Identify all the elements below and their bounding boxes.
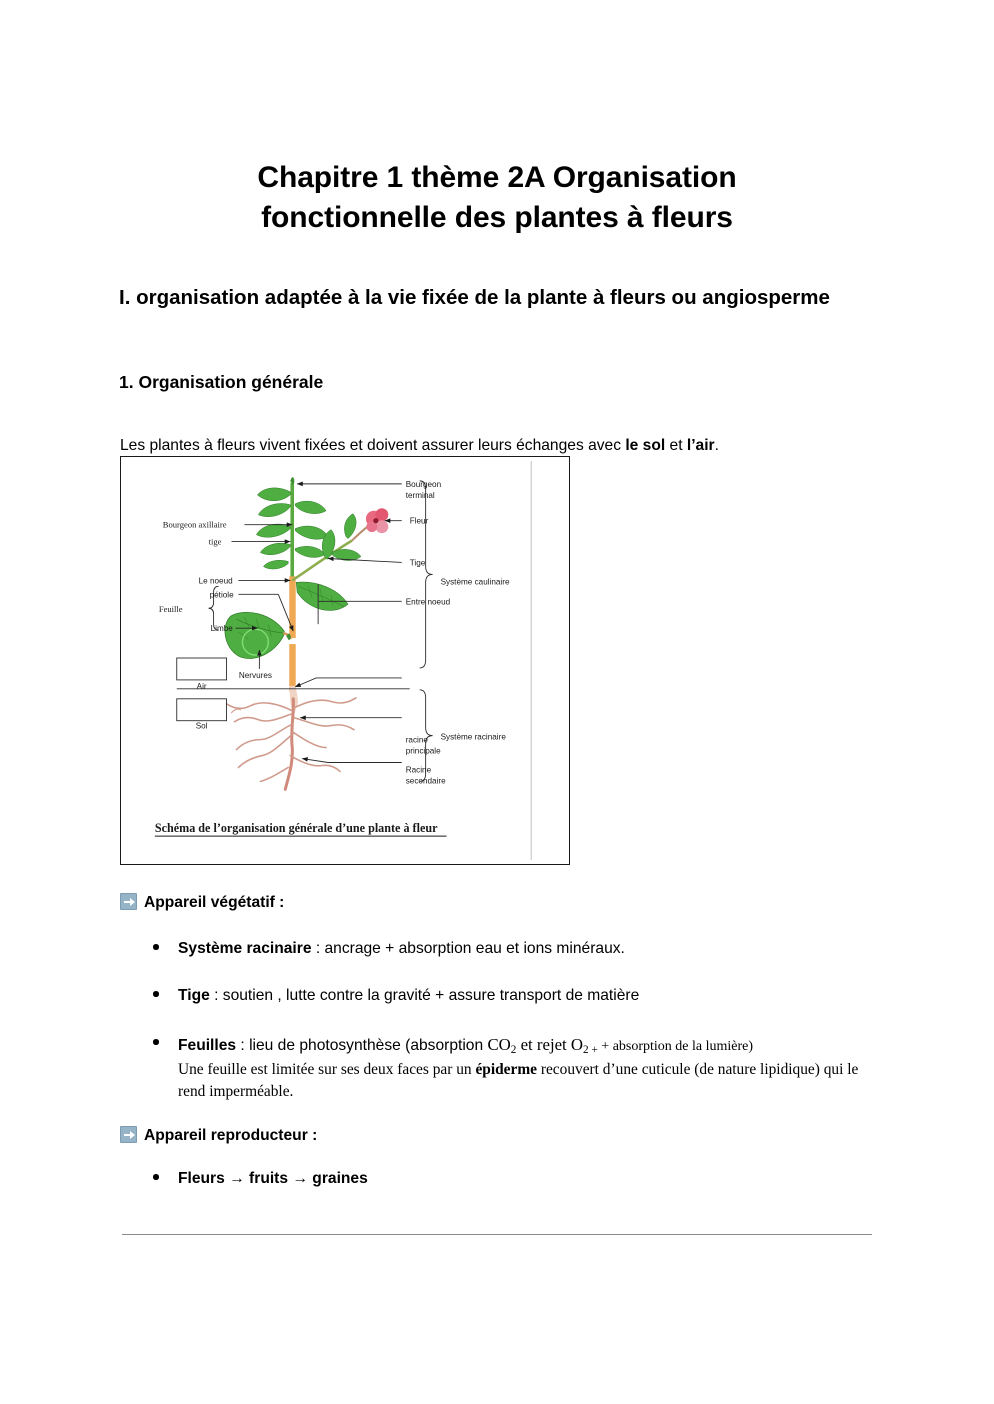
label-tige-right: Tige xyxy=(409,558,426,568)
label-systeme-racinaire: Système racinaire xyxy=(440,732,506,742)
feuilles-bold: Feuilles xyxy=(178,1037,237,1054)
label-racine-principale-line1: racine xyxy=(405,735,428,745)
arrow-right-icon xyxy=(120,1126,137,1143)
label-bourgeon-terminal-line2: terminal xyxy=(405,490,435,500)
bullet-dot-icon xyxy=(153,1174,159,1180)
plant-illustration xyxy=(225,477,388,789)
leaf-upper-right-3 xyxy=(295,546,325,557)
feuilles-co2: CO xyxy=(487,1035,511,1054)
bullet-dot-icon xyxy=(153,944,159,950)
list-item-text xyxy=(178,1033,880,1059)
feuilles-between: et rejet xyxy=(516,1035,571,1054)
leaf-branch-top xyxy=(344,514,356,539)
label-le-noeud: Le noeud xyxy=(198,576,233,586)
label-petiole: pétiole xyxy=(209,590,234,600)
label-bourgeon-axillaire: Bourgeon axillaire xyxy=(162,519,227,530)
bullet-dot-icon xyxy=(153,1039,159,1045)
list-item xyxy=(150,985,880,1007)
leaf-mid-left-3 xyxy=(263,560,288,569)
label-fleur: Fleur xyxy=(409,516,429,526)
heading-appareil-vegetatif-label: Appareil végétatif : xyxy=(144,894,285,911)
lower-stem-segment xyxy=(289,644,295,692)
title-line-1: Chapitre 1 thème 2A Organisation xyxy=(257,161,737,194)
feuilles-note xyxy=(178,1059,868,1103)
plant-anatomy-figure xyxy=(120,456,570,865)
intro-bold-le-sol: le sol xyxy=(625,436,666,454)
feuilles-tail: + absorption de la lumière) xyxy=(597,1039,754,1054)
heading-appareil-reproducteur xyxy=(120,1126,317,1145)
label-entre-noeud: Entre noeud xyxy=(405,597,451,607)
page-title xyxy=(122,158,872,238)
list-item-bold: Système racinaire xyxy=(178,940,312,957)
label-bourgeon-terminal-line1: Bourgeon xyxy=(405,479,442,489)
list-item-text xyxy=(178,985,880,1007)
leaf-mid-left-1 xyxy=(256,524,290,537)
label-sol: Sol xyxy=(195,721,208,731)
sol-answer-box xyxy=(177,699,227,721)
label-racine-secondaire-line2: secondaire xyxy=(405,776,446,786)
intro-paragraph xyxy=(120,434,880,457)
feuilles-note-bold: épiderme xyxy=(475,1061,537,1079)
label-systeme-caulinaire: Système caulinaire xyxy=(440,577,510,587)
feuilles-o2-sub: 2 + xyxy=(583,1044,598,1057)
label-nervures: Nervures xyxy=(238,670,272,680)
list-item-bold: Tige xyxy=(178,987,210,1004)
leaf-limbe-group xyxy=(225,612,291,658)
list-item xyxy=(150,938,880,960)
bullet-dot-icon xyxy=(153,991,159,997)
intro-text-part2: et xyxy=(665,436,687,454)
label-feuille: Feuille xyxy=(158,604,183,615)
feuilles-co2-sub: 2 xyxy=(510,1044,517,1057)
title-line-2: fonctionnelle des plantes à fleurs xyxy=(261,201,733,235)
root-system xyxy=(227,698,356,790)
feuilles-o2: O xyxy=(570,1035,584,1054)
leaf-upper-left-2 xyxy=(258,503,290,516)
leaf-upper-right-2 xyxy=(295,526,328,539)
list-item-text xyxy=(178,938,880,960)
plant-diagram-svg xyxy=(121,457,569,864)
label-air: Air xyxy=(196,681,207,691)
label-tige-left: tige xyxy=(208,536,222,547)
leaf-mid-left-2 xyxy=(260,543,290,555)
heading-section-roman: I. organisation adaptée à la vie fixée de la plante à fleurs ou angiosperme xyxy=(119,286,830,309)
list-item xyxy=(150,1168,880,1190)
list-item-bold: Fleurs → fruits → graines xyxy=(178,1170,368,1187)
label-racine-secondaire-line1: Racine xyxy=(405,765,432,775)
feuilles-note-part1: Une feuille est limitée sur ses deux faces par un xyxy=(178,1061,476,1079)
section-divider xyxy=(122,1234,872,1235)
heading-subsection-1: 1. Organisation générale xyxy=(119,372,324,392)
list-item-rest: : ancrage + absorption eau et ions minéraux. xyxy=(311,940,625,957)
intro-text-part3: . xyxy=(714,436,719,454)
intro-text-part1: Les plantes à fleurs vivent fixées et doivent assurer leurs échanges avec xyxy=(120,436,626,454)
label-limbe: Limbe xyxy=(210,624,233,634)
heading-appareil-vegetatif xyxy=(120,893,284,912)
list-item-rest: : soutien , lutte contre la gravité + assure transport de matière xyxy=(209,987,640,1004)
intro-bold-lair: l’air xyxy=(686,436,715,454)
leaf-upper-left-1 xyxy=(257,488,290,501)
feuilles-note-part2: recouvert d’une cuticule (de nature lipidique) qui le rend imperméable. xyxy=(178,1061,859,1101)
list-item-text xyxy=(178,1168,880,1190)
heading-appareil-reproducteur-label: Appareil reproducteur : xyxy=(144,1127,318,1144)
list-item-feuilles xyxy=(150,1033,880,1103)
label-racine-principale-line2: principale xyxy=(405,746,441,756)
leaf-upper-right-1 xyxy=(295,501,326,514)
feuilles-mid: : lieu de photosynthèse (absorption xyxy=(236,1037,488,1054)
air-answer-box xyxy=(177,658,227,680)
figure-caption: Schéma de l’organisation générale d’une plante à fleur xyxy=(154,821,438,836)
arrow-right-icon xyxy=(120,893,137,910)
